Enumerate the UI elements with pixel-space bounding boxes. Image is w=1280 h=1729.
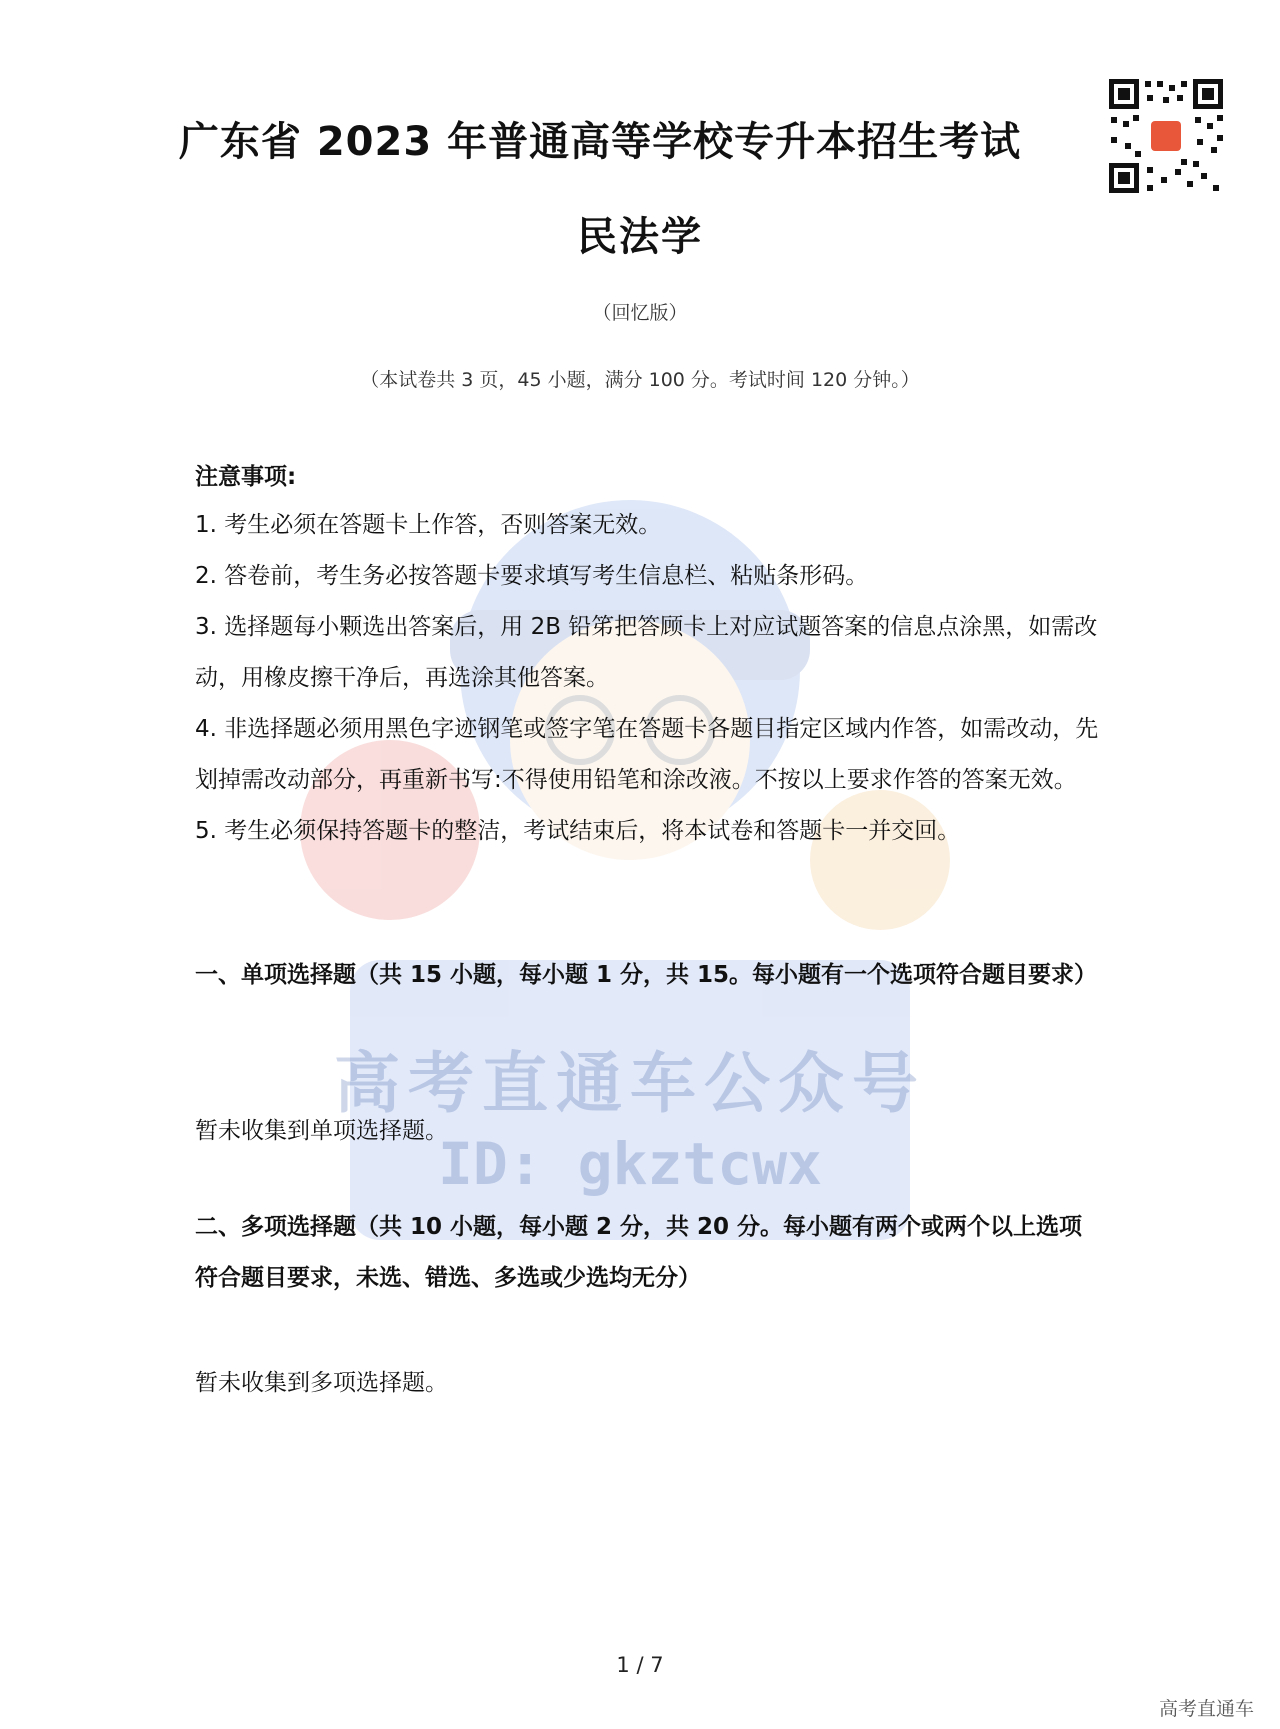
notice-item: 2. 答卷前，考生务必按答题卡要求填写考生信息栏、粘贴条形码。 — [195, 563, 869, 589]
notice-item: 3. 选择题每小颗选出答案后，用 2B 铅笫把答顾卡上对应试题答案的信息点涂黑，如需改动，用橡皮擦干净后，再选涂其他答案。 — [195, 614, 1098, 691]
section-heading-multiple-choice: 二、多项选择题（共 10 小题，每小题 2 分，共 20 分。每小题有两个或两个以上选项符合题目要求，未选、错选、多选或少选均无分） — [195, 1214, 1083, 1291]
watermark-id: ID: gkztcwx — [437, 1130, 823, 1198]
notice-item: 5. 考生必须保持答题卡的整洁，考试结束后，将本试卷和答题卡一并交回。 — [195, 818, 961, 844]
exam-title: 广东省 2023 年普通高等学校专升本招生考试 — [178, 119, 1022, 165]
notice-item: 4. 非选择题必须用黑色字迹钢笔或签字笔在答题卡各题目指定区域内作答，如需改动，先划掉需改动部分，再重新书写:不得使用铅笔和涂改液。不按以上要求作答的答案无效。 — [195, 716, 1099, 793]
notice-heading: 注意事项: — [195, 464, 297, 490]
page-number: 1 / 7 — [616, 1653, 664, 1677]
section-body-single-choice: 暂未收集到单项选择题。 — [195, 1118, 448, 1144]
notice-item: 1. 考生必须在答题卡上作答，否则答案无效。 — [195, 512, 662, 538]
section-body-multiple-choice: 暂未收集到多项选择题。 — [195, 1370, 448, 1396]
section-heading-single-choice: 一、单项选择题（共 15 小题，每小题 1 分，共 15。每小题有一个选项符合题目要求） — [195, 962, 1098, 988]
notice-list — [195, 500, 1105, 857]
exam-edition: （回忆版） — [592, 302, 688, 324]
watermark-text: 高考直通车公众号 — [334, 1045, 926, 1122]
exam-subject: 民法学 — [577, 214, 703, 260]
brand-label: 高考直通车 — [1158, 1698, 1254, 1720]
exam-meta: （本试卷共 3 页，45 小题，满分 100 分。考试时间 120 分钟。） — [360, 369, 920, 391]
